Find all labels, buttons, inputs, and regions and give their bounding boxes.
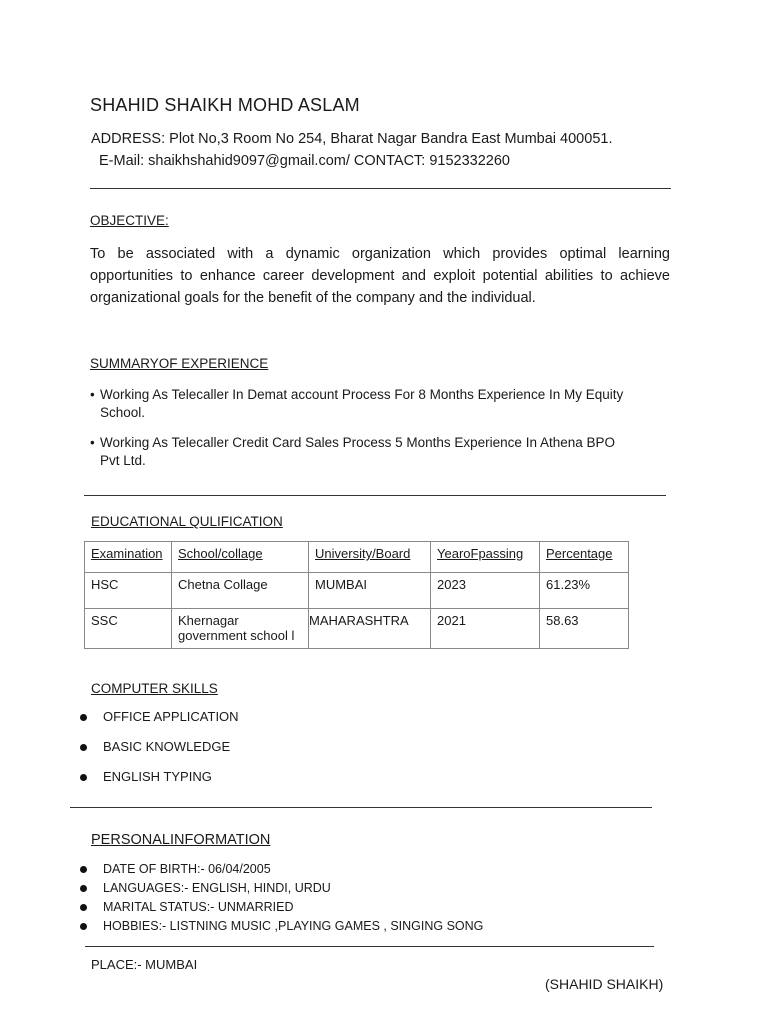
divider: [90, 188, 671, 189]
experience-item-line: Working As Telecaller Credit Card Sales Process 5 Months Experience In Athena BPO: [100, 435, 616, 450]
personal-item: DATE OF BIRTH:- 06/04/2005: [103, 862, 271, 876]
experience-heading: SUMMARYOF EXPERIENCE: [90, 356, 269, 371]
cell-exam: HSC: [85, 573, 172, 609]
bullet-icon: [80, 714, 87, 721]
cell-year: 2021: [431, 609, 540, 649]
personal-heading: PERSONALINFORMATION: [91, 832, 271, 848]
contact-value: 9152332260: [429, 153, 511, 169]
bullet-icon: [80, 866, 87, 873]
skill-label: ENGLISH TYPING: [103, 769, 212, 784]
skill-label: BASIC KNOWLEDGE: [103, 739, 231, 754]
contact-line: [99, 153, 510, 169]
bullet-icon: [80, 904, 87, 911]
email-value: : shaikhshahid9097@gmail.com/: [140, 153, 350, 169]
bullet-icon: [80, 923, 87, 930]
bullet-icon: [80, 744, 87, 751]
bullet-icon: [80, 774, 87, 781]
column-header-board: University/Board: [309, 542, 431, 573]
bullet: •: [90, 387, 95, 402]
cell-percentage: 58.63: [540, 609, 629, 649]
table-header-row: [85, 542, 629, 573]
objective-text: To be associated with a dynamic organization which provides optimal learning opportunities to enhance career development and exploit potential abilities to achieve organizational goals for the benefit of the company and the individual.: [90, 246, 670, 306]
cell-year: 2023: [431, 573, 540, 609]
cell-exam: SSC: [85, 609, 172, 649]
skill-label: OFFICE APPLICATION: [103, 709, 239, 724]
address-line: [91, 131, 612, 147]
table-row: [85, 609, 629, 649]
place-line: PLACE:- MUMBAI: [91, 957, 198, 972]
experience-item-continuation: School.: [100, 405, 146, 420]
column-header-percentage: Percentage: [540, 542, 629, 573]
signature: (SHAHID SHAIKH): [545, 976, 664, 992]
column-header-year: YearoFpassing: [431, 542, 540, 573]
objective-heading: OBJECTIVE:: [90, 213, 169, 228]
skills-heading: COMPUTER SKILLS: [91, 681, 218, 696]
bullet-icon: [80, 885, 87, 892]
cell-school: Khernagar government school l: [172, 609, 309, 649]
cell-board: MAHARASHTRA: [309, 609, 431, 649]
cell-percentage: 61.23%: [540, 573, 629, 609]
address-label: ADDRESS: [91, 131, 162, 147]
personal-item: LANGUAGES:- ENGLISH, HINDI, URDU: [103, 881, 331, 895]
experience-item: [90, 434, 650, 470]
divider: [84, 495, 666, 496]
personal-item: HOBBIES:- LISTNING MUSIC ,PLAYING GAMES , SINGING SONG: [103, 919, 484, 933]
column-header-school: School/collage: [172, 542, 309, 573]
table-row: [85, 573, 629, 609]
personal-item: MARITAL STATUS:- UNMARRIED: [103, 900, 294, 914]
education-heading: EDUCATIONAL QULIFICATION: [91, 514, 283, 529]
divider: [70, 807, 652, 808]
experience-item: [90, 386, 650, 422]
education-table: [84, 541, 629, 649]
candidate-name: SHAHID SHAIKH MOHD ASLAM: [90, 95, 360, 115]
address-value: : Plot No,3 Room No 254, Bharat Nagar Bandra East Mumbai 400051.: [161, 131, 613, 147]
experience-item-continuation: Pvt Ltd.: [100, 453, 146, 468]
cell-school: Chetna Collage: [172, 573, 309, 609]
column-header-examination: Examination: [85, 542, 172, 573]
cell-board: MUMBAI: [309, 573, 431, 609]
contact-label: CONTACT:: [349, 153, 430, 169]
divider: [85, 946, 654, 947]
bullet: •: [90, 435, 95, 450]
experience-item-line: Working As Telecaller In Demat account Process For 8 Months Experience In My Equity: [100, 387, 624, 402]
email-label: E-Mail: [99, 153, 141, 169]
